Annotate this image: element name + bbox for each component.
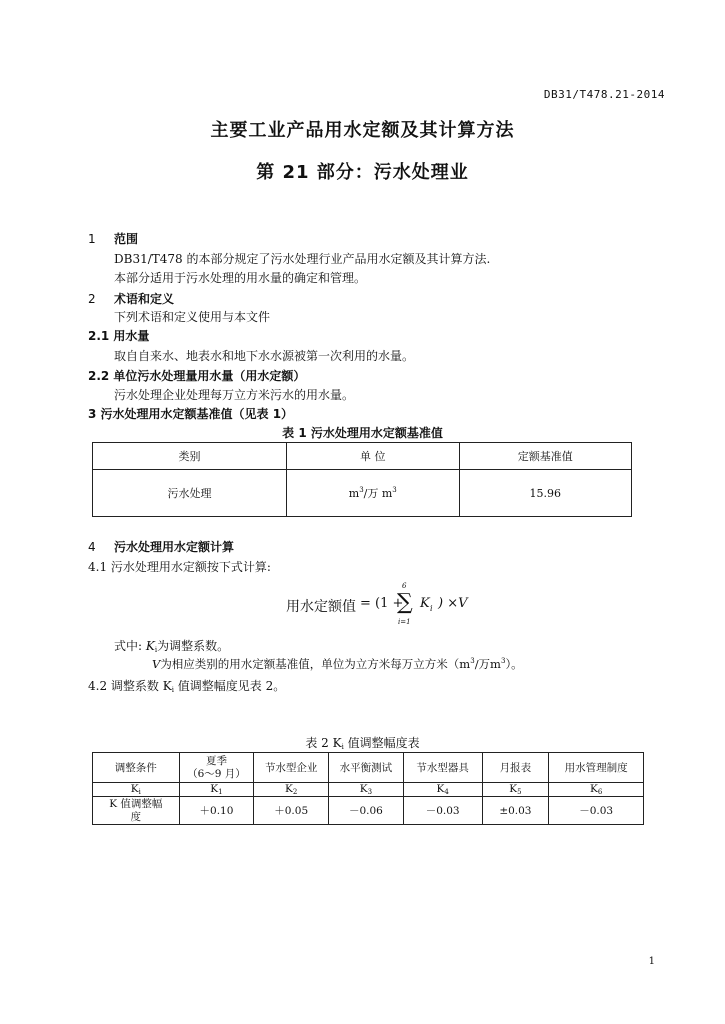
k-label: K: [436, 783, 445, 795]
k-subscript: 3: [367, 788, 373, 796]
section-title: 范围: [114, 232, 139, 246]
section-number: 2: [88, 292, 96, 306]
table-header-cell: 节水型器具: [403, 753, 482, 783]
where-var-k-subscript: i: [154, 646, 158, 654]
section-1-paragraph-1: DB31/T478 的本部分规定了污水处理行业产品用水定额及其计算方法.: [114, 252, 491, 266]
table-2: [92, 752, 644, 825]
table-cell-value: －0.06: [329, 797, 404, 825]
sum-upper-limit: 6: [402, 582, 407, 590]
formula-where-line-2: [152, 656, 523, 672]
section-4-2-text: [88, 677, 285, 694]
k-label: K: [359, 783, 368, 795]
table-header-cell: 月报表: [482, 753, 549, 783]
table-1: [92, 442, 632, 517]
section-2-2-paragraph: 污水处理企业处理每万立方米污水的用水量。: [114, 388, 355, 402]
table-header-row: [93, 753, 644, 783]
table-cell-value: ±0.03: [482, 797, 549, 825]
unit-base: m: [348, 487, 360, 500]
section-2-1-heading: 2.1 用水量: [88, 329, 150, 343]
formula-k: K: [420, 596, 430, 611]
standard-code: DB31/T478.21-2014: [543, 88, 665, 101]
k-label: K: [285, 783, 293, 795]
k-subscript: 5: [517, 788, 522, 796]
where-text: 为相应类别的用水定额基准值，单位为立方米每万立方米（m: [160, 657, 471, 671]
section-2-paragraph: 下列术语和定义使用与本文件: [114, 310, 271, 324]
table-header-cell: 水平衡测试: [329, 753, 404, 783]
ki-subscript: i: [171, 686, 174, 694]
table-cell-value: ＋0.05: [254, 797, 329, 825]
table-cell: [403, 783, 482, 797]
section-2-2-heading: 2.2 单位污水处理量用水量（用水定额）: [88, 369, 306, 383]
unit-superscript: 3: [359, 486, 364, 494]
unit-superscript: 3: [500, 657, 506, 665]
section-title: 污水处理用水定额计算: [114, 540, 235, 554]
table-cell: [549, 783, 644, 797]
k-subscript: 4: [444, 788, 449, 796]
section-4-heading: [88, 538, 234, 555]
sigma-icon: ∑: [397, 590, 413, 615]
where-var-k: K: [145, 639, 155, 653]
section-4-2-prefix: 4.2 调整系数 K: [88, 679, 172, 693]
table-header-cell: 类别: [93, 443, 287, 470]
table-cell: [93, 783, 180, 797]
table-2-caption: [0, 734, 725, 751]
table-cell-category: 污水处理: [93, 470, 287, 517]
section-2-1-paragraph: 取自自来水、地表水和地下水水源被第一次利用的水量。: [114, 349, 415, 363]
table-cell-value: －0.03: [549, 797, 644, 825]
table-header-cell: 用水管理制度: [549, 753, 644, 783]
row-label-line: K 值调整幅: [109, 797, 163, 810]
where-prefix: 式中:: [114, 639, 146, 653]
document-title: 主要工业产品用水定额及其计算方法: [210, 120, 515, 141]
table-header-cell: 定额基准值: [459, 443, 632, 470]
section-3-heading: 3 污水处理用水定额基准值（见表 1）: [88, 407, 294, 421]
table-row: [93, 797, 644, 825]
table-row: [93, 470, 632, 517]
header-line: 夏季: [205, 754, 227, 767]
table-header-cell: 调整条件: [93, 753, 180, 783]
table-1-caption: 表 1 污水处理用水定额基准值: [282, 426, 443, 440]
table-cell-unit: [287, 470, 459, 517]
k-label: K: [589, 783, 598, 795]
table-row: [93, 783, 644, 797]
table-cell-value: －0.03: [403, 797, 482, 825]
row-label-line: 度: [130, 810, 142, 823]
section-1-heading: [88, 230, 138, 247]
table-header-cell: 单 位: [287, 443, 459, 470]
table-cell: [482, 783, 549, 797]
table-cell: [329, 783, 404, 797]
section-1-paragraph-2: 本部分适用于污水处理的用水量的确定和管理。: [114, 271, 367, 285]
table-cell: [254, 783, 329, 797]
ki-subscript: i: [138, 788, 141, 796]
formula-rhs: ) ×V: [438, 596, 468, 611]
table-cell-value: ＋0.10: [179, 797, 254, 825]
header-line: （6～9 月）: [187, 767, 246, 780]
unit-superscript: 3: [470, 657, 475, 665]
where-text: /万m: [474, 657, 501, 671]
section-number: 1: [88, 232, 96, 246]
k-subscript: 6: [597, 788, 603, 796]
table-cell-value: 15.96: [459, 470, 632, 517]
k-subscript: 1: [218, 788, 223, 796]
section-number: 4: [88, 540, 96, 554]
k-label: K: [509, 783, 518, 795]
table-cell: [179, 783, 254, 797]
unit-rest: /万 m: [363, 487, 393, 500]
caption-suffix: 值调整幅度表: [343, 736, 420, 750]
document-subtitle: 第 21 部分：污水处理业: [256, 162, 469, 183]
formula-eq: = (1 +: [360, 596, 404, 611]
where-text: ）。: [505, 657, 523, 671]
k-label: K: [210, 783, 219, 795]
section-title: 术语和定义: [114, 292, 175, 306]
formula-lhs: 用水定额值: [286, 599, 356, 615]
sum-lower-limit: i=1: [398, 618, 411, 626]
where-text: 为调整系数。: [157, 639, 230, 653]
section-4-2-suffix: 值调整幅度见表 2。: [173, 679, 286, 693]
page-number: 1: [648, 956, 655, 967]
section-4-1-text: 4.1 污水处理用水定额按下式计算:: [88, 560, 271, 574]
section-2-heading: [88, 290, 174, 307]
caption-subscript: i: [341, 743, 344, 751]
k-subscript: 2: [292, 788, 298, 796]
ki-label: K: [130, 783, 139, 795]
table-header-row: [93, 443, 632, 470]
where-var-v: V: [152, 657, 161, 671]
unit-superscript: 3: [392, 486, 397, 494]
table-cell: [93, 797, 180, 825]
table-header-cell: [179, 753, 254, 783]
table-header-cell: 节水型企业: [254, 753, 329, 783]
caption-prefix: 表 2 K: [305, 736, 342, 750]
formula-where-line-1: [114, 637, 229, 654]
formula-k-subscript: i: [430, 604, 433, 613]
